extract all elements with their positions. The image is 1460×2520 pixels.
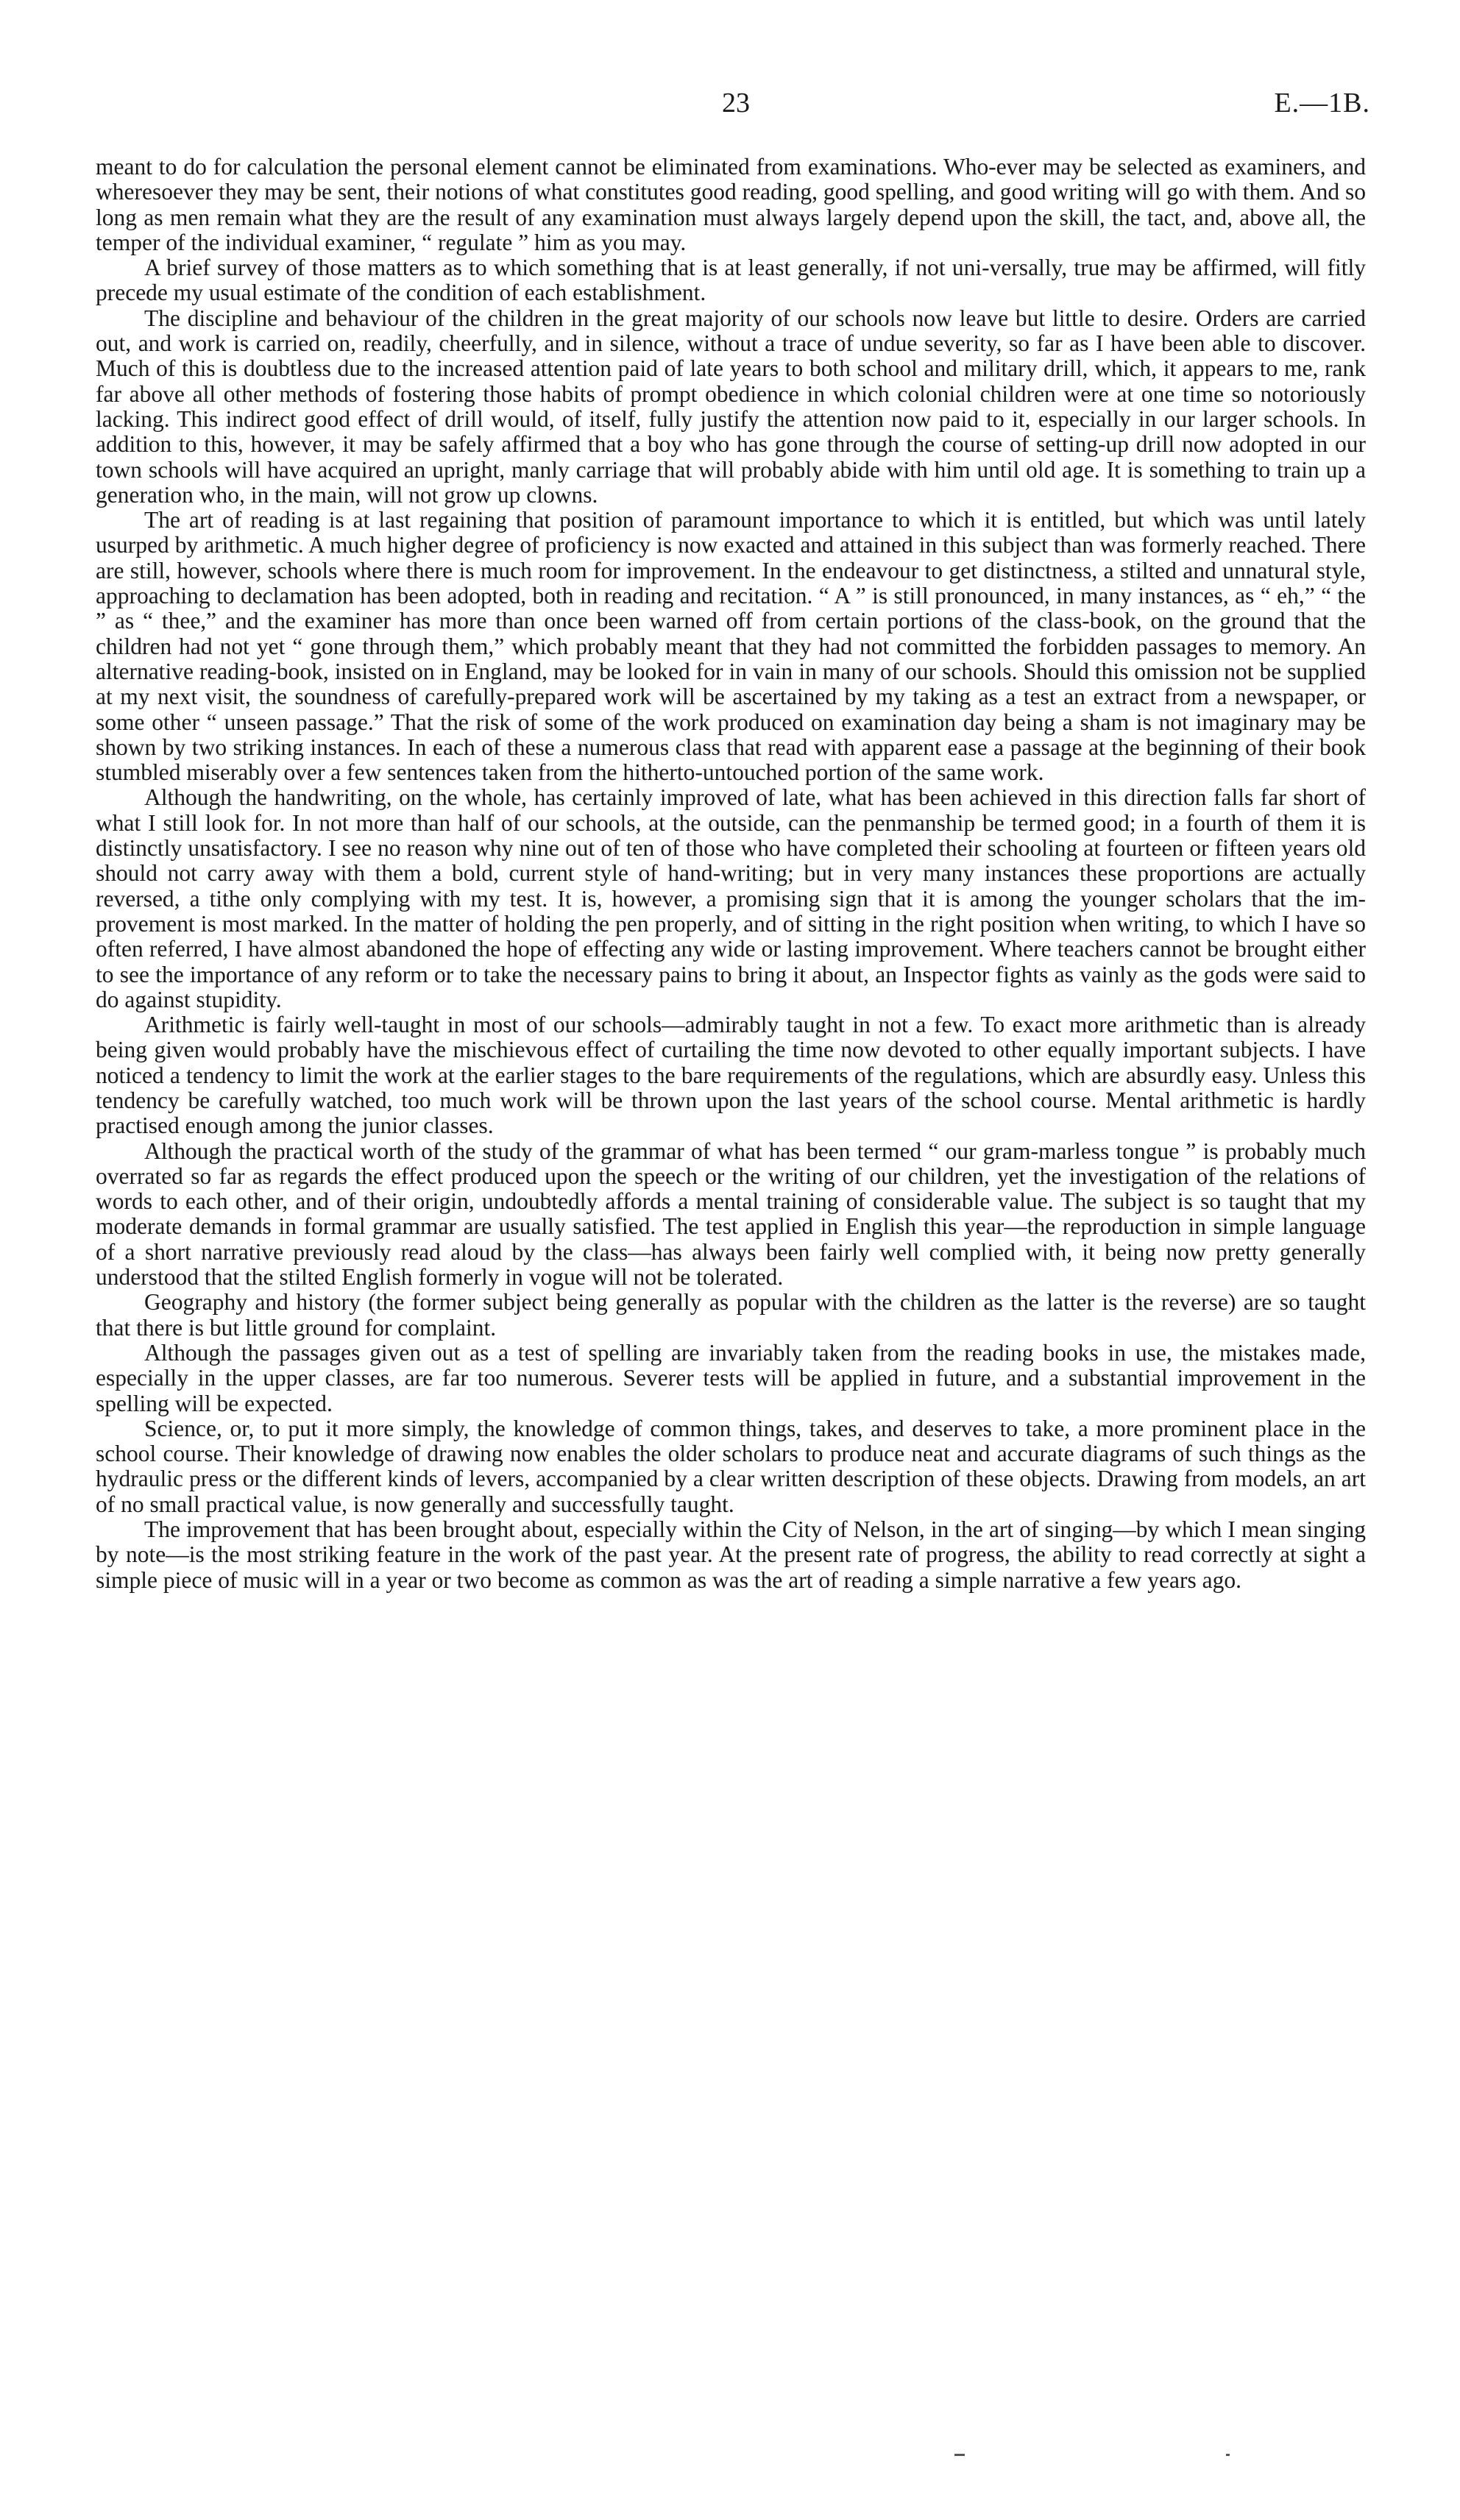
series-code: E.—1B. — [1274, 88, 1370, 118]
page-header — [0, 87, 1460, 131]
paragraph-science: Science, or, to put it more simply, the knowledge of common things, takes, and deserves to take, a more prominent place in the school course. Their knowledge of drawing now enables the older scholars to produce neat and accurate diagrams of such things as the hydraulic press or the different kinds of levers, accompanied by a clear written description of these objects. Drawing from models, an art of no small practical value, is now generally and successfully taught. — [96, 1415, 1366, 1517]
paragraph-examiners: meant to do for calculation the personal element cannot be eliminated from examinations. Who-ever may be selected as examiners, and wheresoever they may be sent, their notions of what constitutes good reading, good spelling, and good writing will go with them. And so long as men remain what they are the result of any examination must always largely depend upon the skill, the tact, and, above all, the temper of the individual examiner, “ regulate ” him as you may. — [96, 154, 1366, 255]
paragraph-discipline: The discipline and behaviour of the children in the great majority of our schools now leave but little to desire. Orders are carried out, and work is carried on, readily, cheerfully, and in silence, without a trace of undue severity, so far as I have been able to discover. Much of this is doubtless due to the increased attention paid of late years to both school and military drill, which, it appears to me, rank far above all other methods of fostering those habits of prompt obedience in which colonial children were at one time so notoriously lacking. This indirect good effect of drill would, of itself, fully justify the attention now paid to it, especially in our larger schools. In addition to this, however, it may be safely affirmed that a boy who has gone through the course of setting-up drill now adopted in our town schools will have acquired an upright, manly carriage that will probably abide with him until old age. It is something to train up a generation who, in the main, will not grow up clowns. — [96, 305, 1366, 508]
paragraph-geography: Geography and history (the former subject being generally as popular with the children as the latter is the reverse) are so taught that there is but little ground for complaint. — [96, 1289, 1366, 1341]
paragraph-arithmetic: Arithmetic is fairly well-taught in most of our schools—admirably taught in not a few. To exact more arithmetic than is already being given would probably have the mischievous effect of curtailing the time now devoted to other equally important subjects. I have noticed a tendency to limit the work at the earlier stages to the bare requirements of the regulations, which are absurdly easy. Unless this tendency be carefully watched, too much work will be thrown upon the last years of the school course. Mental arithmetic is hardly practised enough among the junior classes. — [96, 1012, 1366, 1139]
paragraph-reading: The art of reading is at last regaining that position of paramount importance to which it is entitled, but which was until lately usurped by arithmetic. A much higher degree of proficiency is now exacted and attained in this subject than was formerly reached. There are still, however, schools where there is much room for improvement. In the endeavour to get distinctness, a stilted and unnatural style, approaching to declamation has been adopted, both in reading and recitation. “ A ” is still pronounced, in many instances, as “ eh,” “ the ” as “ thee,” and the examiner has more than once been warned off from certain portions of the class-book, on the ground that the children had not yet “ gone through them,” which probably meant that they had not committed the forbidden passages to memory. An alternative reading-book, insisted on in England, may be looked for in vain in many of our schools. Should this omission not be supplied at my next visit, the soundness of carefully-prepared work will be ascertained by my taking as a test an extract from a newspaper, or some other “ unseen passage.” That the risk of some of the work produced on examination day being a sham is not imaginary may be shown by two striking instances. In each of these a numerous class that read with apparent ease a passage at the beginning of their book stumbled miserably over a few sentences taken from the hitherto-untouched portion of the same work. — [96, 507, 1366, 786]
paragraph-grammar: Although the practical worth of the study of the grammar of what has been termed “ our gram-marless tongue ” is probably much overrated so far as regards the effect produced upon the speech or the writing of our children, yet the investigation of the relations of words to each other, and of their origin, undoubtedly affords a mental training of considerable value. The subject is so taught that my moderate demands in formal grammar are usually satisfied. The test applied in English this year—the reproduction in simple language of a short narrative previously read aloud by the class—has always been fairly well complied with, it being now pretty generally understood that the stilted English formerly in vogue will not be tolerated. — [96, 1137, 1366, 1291]
speck-mark — [954, 2454, 965, 2456]
speck-mark — [1226, 2454, 1230, 2456]
paragraph-spelling: Although the passages given out as a test of spelling are invariably taken from the reading books in use, the mistakes made, especially in the upper classes, are far too numerous. Severer tests will be applied in future, and a substantial improvement in the spelling will be expected. — [96, 1339, 1366, 1416]
page-number: 23 — [722, 88, 750, 118]
paragraph-singing: The improvement that has been brought about, especially within the City of Nelson, in the art of singing—by which I mean singing by note—is the most striking feature in the work of the past year. At the present rate of progress, the ability to read correctly at sight a simple piece of music will in a year or two become as common as was the art of reading a simple narrative a few years ago. — [96, 1516, 1366, 1593]
paragraph-survey: A brief survey of those matters as to which something that is at least generally, if not uni-versally, true may be affirmed, will fitly precede my usual estimate of the condition of each establishment. — [96, 255, 1366, 306]
paragraph-handwriting: Although the handwriting, on the whole, has certainly improved of late, what has been achieved in this direction falls far short of what I still look for. In not more than half of our schools, at the outside, can the penmanship be termed good; in a fourth of them it is distinctly unsatisfactory. I see no reason why nine out of ten of those who have completed their schooling at fourteen or fifteen years old should not carry away with them a bold, current style of hand-writing; but in very many instances these proportions are actually reversed, a tithe only complying with my test. It is, however, a promising sign that it is among the younger scholars that the im-provement is most marked. In the matter of holding the pen properly, and of sitting in the right position when writing, to which I have so often referred, I have almost abandoned the hope of effecting any wide or lasting improvement. Where teachers cannot be brought either to see the importance of any reform or to take the necessary pains to bring it about, an Inspector fights as vainly as the gods were said to do against stupidity. — [96, 784, 1366, 1012]
footer-specks — [0, 2454, 1460, 2468]
report-body — [96, 155, 1366, 1593]
